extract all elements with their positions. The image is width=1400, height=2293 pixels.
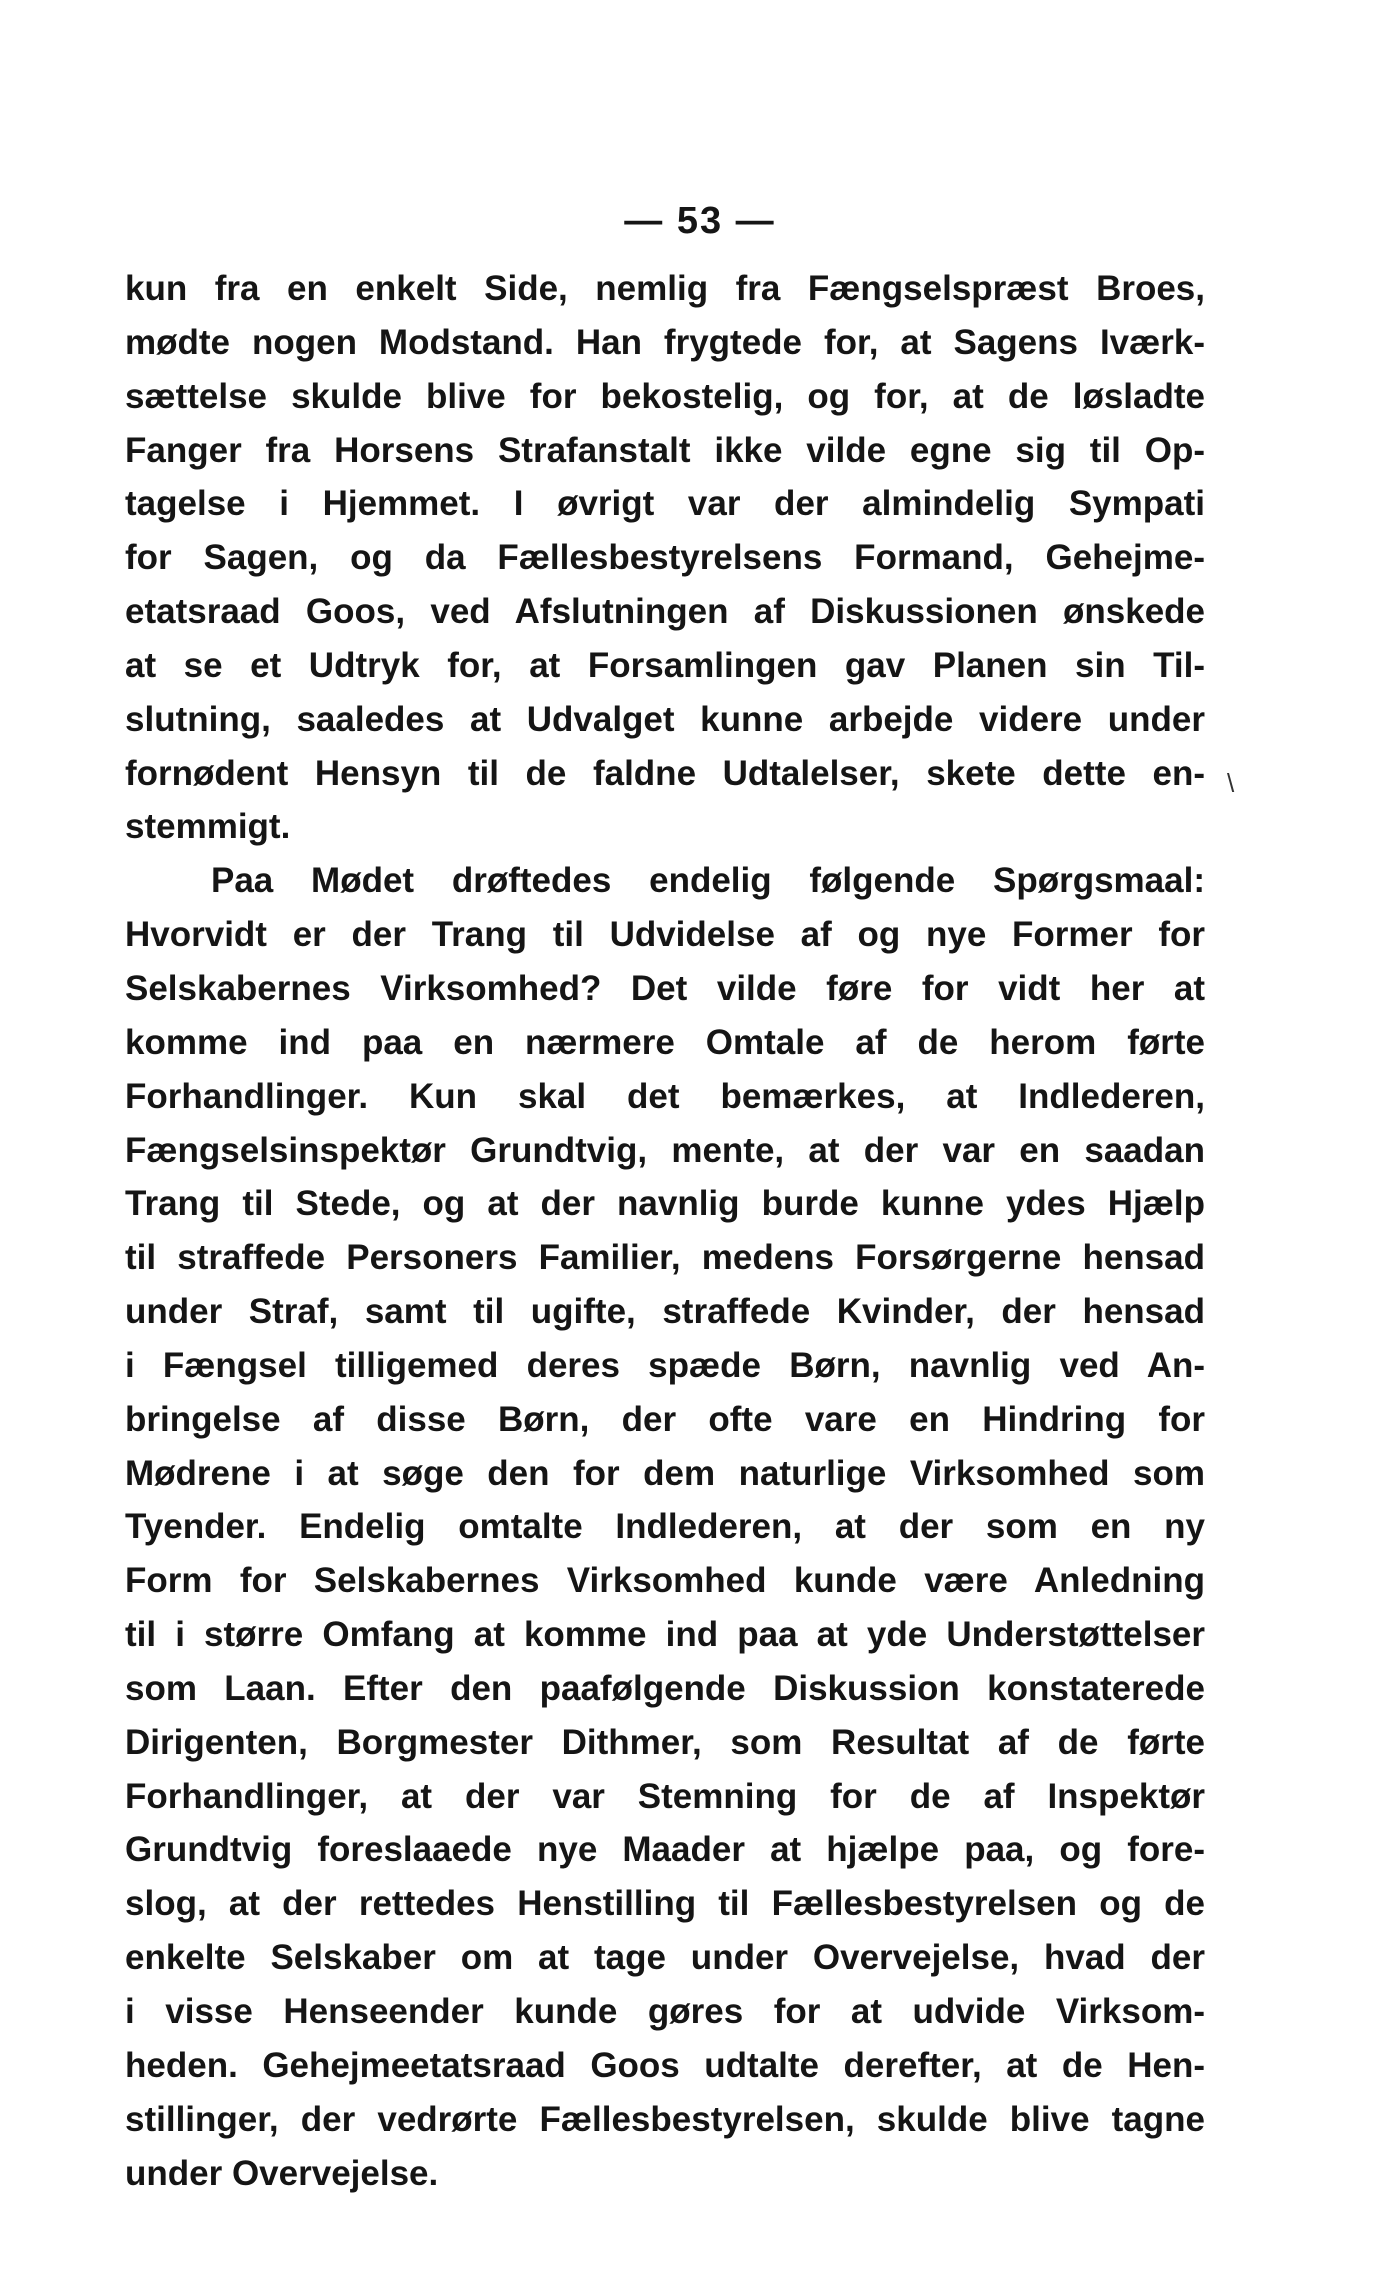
text-line: for Sagen, og da Fællesbestyrelsens Formand, Gehejme-	[125, 538, 1205, 578]
text-line: Forhandlinger, at der var Stemning for de af Inspektør	[125, 1776, 1205, 1816]
text-line: Forhandlinger. Kun skal det bemærkes, at Indlederen,	[125, 1076, 1205, 1116]
text-line: at se et Udtryk for, at Forsamlingen gav Planen sin Til-	[125, 645, 1205, 685]
text-line: enkelte Selskaber om at tage under Overvejelse, hvad der	[125, 1938, 1205, 1978]
text-line: i Fængsel tilligemed deres spæde Børn, navnlig ved An-	[125, 1345, 1205, 1385]
page-number: — 53 —	[624, 200, 776, 242]
text-line: Dirigenten, Borgmester Dithmer, som Resultat af de førte	[125, 1722, 1205, 1762]
text-line: bringelse af disse Børn, der ofte vare en Hindring for	[125, 1399, 1205, 1439]
text-line: slog, at der rettedes Henstilling til Fællesbestyrelsen og de	[125, 1884, 1205, 1924]
text-line: Trang til Stede, og at der navnlig burde kunne ydes Hjælp	[125, 1184, 1205, 1224]
text-line: Paa Mødet drøftedes endelig følgende Spørgsmaal:	[211, 861, 1205, 901]
text-line: Tyender. Endelig omtalte Indlederen, at der som en ny	[125, 1507, 1205, 1547]
text-line: under Overvejelse.	[125, 2153, 439, 2193]
text-line: Selskabernes Virksomhed? Det vilde føre for vidt her at	[125, 968, 1205, 1008]
text-line: mødte nogen Modstand. Han frygtede for, at Sagens Iværk-	[125, 322, 1205, 362]
text-line: Fængselsinspektør Grundtvig, mente, at der var en saadan	[125, 1130, 1205, 1170]
text-line: fornødent Hensyn til de faldne Udtalelser, skete dette en-	[125, 753, 1205, 793]
text-line: under Straf, samt til ugifte, straffede Kvinder, der hensad	[125, 1292, 1205, 1332]
text-line: til straffede Personers Familier, medens Forsørgerne hensad	[125, 1238, 1205, 1278]
text-line: tagelse i Hjemmet. I øvrigt var der almindelig Sympati	[125, 484, 1205, 524]
text-line: slutning, saaledes at Udvalget kunne arbejde videre under	[125, 699, 1205, 739]
text-line: komme ind paa en nærmere Omtale af de herom førte	[125, 1022, 1205, 1062]
text-line: kun fra en enkelt Side, nemlig fra Fængselspræst Broes,	[125, 269, 1205, 308]
text-line: Fanger fra Horsens Strafanstalt ikke vilde egne sig til Op-	[125, 430, 1205, 470]
text-line: Hvorvidt er der Trang til Udvidelse af og nye Former for	[125, 915, 1205, 955]
text-line: stemmigt.	[125, 807, 291, 847]
text-line: etatsraad Goos, ved Afslutningen af Diskussionen ønskede	[125, 592, 1205, 632]
text-line: Form for Selskabernes Virksomhed kunde være Anledning	[125, 1561, 1205, 1601]
text-line: i visse Henseender kunde gøres for at udvide Virksom-	[125, 1992, 1205, 2031]
text-line: sættelse skulde blive for bekostelig, og for, at de løsladte	[125, 376, 1205, 416]
body-text	[125, 262, 1205, 2200]
margin-mark: \	[1227, 768, 1235, 798]
text-line: heden. Gehejmeetatsraad Goos udtalte derefter, at de Hen-	[125, 2045, 1205, 2085]
text-line: Grundtvig foreslaaede nye Maader at hjælpe paa, og fore-	[125, 1830, 1205, 1870]
text-line: Mødrene i at søge den for dem naturlige Virksomhed som	[125, 1453, 1205, 1493]
text-line: til i større Omfang at komme ind paa at yde Understøttelser	[125, 1615, 1205, 1655]
text-line: som Laan. Efter den paafølgende Diskussion konstaterede	[125, 1668, 1205, 1708]
text-line: stillinger, der vedrørte Fællesbestyrelsen, skulde blive tagne	[125, 2099, 1205, 2139]
